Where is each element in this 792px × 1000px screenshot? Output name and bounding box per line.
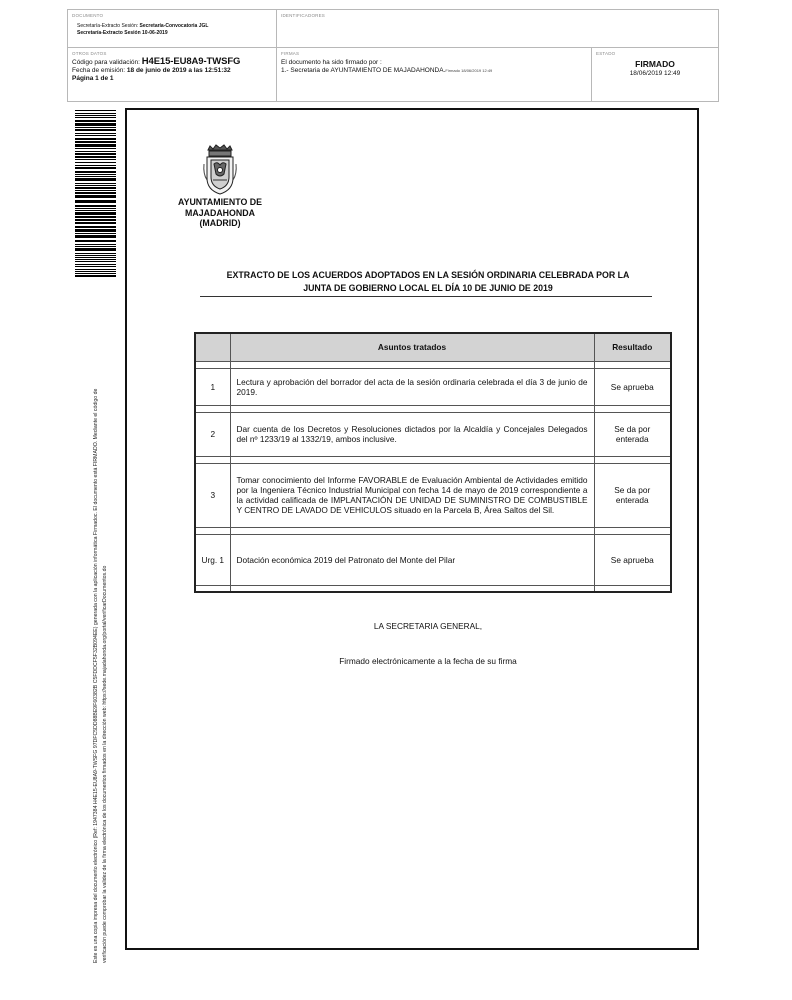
table-row xyxy=(195,463,671,527)
coat-of-arms-icon xyxy=(202,144,238,196)
agenda-table xyxy=(194,332,672,593)
table-spacer xyxy=(195,361,671,368)
row-resultado: Se da por enterada xyxy=(594,463,671,527)
estado-value: FIRMADO xyxy=(635,59,675,69)
table-row xyxy=(195,368,671,405)
title-line-2: JUNTA DE GOBIERNO LOCAL EL DÍA 10 DE JUNIO DE 2019 xyxy=(303,283,553,293)
table-spacer xyxy=(195,405,671,412)
documento-cell xyxy=(68,10,277,48)
codigo-validacion-value[interactable]: H4E15-EU8A9-TWSFG xyxy=(141,56,241,67)
title-line-1: EXTRACTO DE LOS ACUERDOS ADOPTADOS EN LA SESIÓN ORDINARIA CELEBRADA POR LA xyxy=(226,270,630,280)
otros-datos-cell xyxy=(68,48,277,101)
column-header-num xyxy=(195,333,230,361)
row-number: 2 xyxy=(195,412,230,456)
firmas-cell xyxy=(277,48,592,101)
pagina-indicator: Página 1 de 1 xyxy=(72,75,114,83)
otros-datos-label: OTROS DATOS xyxy=(72,51,107,56)
table-spacer xyxy=(195,527,671,534)
documento-line-1: Secretaría-Extracto Sesión: Secretaría-Convocatoria JGL xyxy=(77,23,209,29)
row-resultado: Se da por enterada xyxy=(594,412,671,456)
codigo-validacion: Código para validación: H4E15-EU8A9-TWSFG xyxy=(72,56,241,67)
estado-label: ESTADO xyxy=(596,51,616,56)
signatory-title: LA SECRETARIA GENERAL, xyxy=(373,621,483,631)
title-underline xyxy=(200,296,652,297)
row-number: 3 xyxy=(195,463,230,527)
row-resultado: Se aprueba xyxy=(594,534,671,585)
identificadores-label: IDENTIFICADORES xyxy=(281,13,326,18)
row-number: Urg. 1 xyxy=(195,534,230,585)
column-header-resultado: Resultado xyxy=(594,333,671,361)
document-metadata-header xyxy=(67,9,719,102)
row-asunto: Dar cuenta de los Decretos y Resoluciones dictados por la Alcaldía y Concejales Delegados del nº 1233/19 al 1332/19, ambos inclusive. xyxy=(230,412,594,456)
page-title xyxy=(200,269,656,295)
documento-label: DOCUMENTO xyxy=(72,13,104,18)
row-resultado: Se aprueba xyxy=(594,368,671,405)
row-asunto: Dotación económica 2019 del Patronato del Monte del Pilar xyxy=(230,534,594,585)
row-asunto: Lectura y aprobación del borrador del acta de la sesión ordinaria celebrada el día 3 de junio de 2019. xyxy=(230,368,594,405)
row-number: 1 xyxy=(195,368,230,405)
column-header-asuntos: Asuntos tratados xyxy=(230,333,594,361)
table-header-row xyxy=(195,333,671,361)
table-spacer xyxy=(195,456,671,463)
side-text-line-1: Este es una copia impresa del documento electrónico (Ref: 1947384 H4E15-EU8A9-TWSFG 97DFC5DD88BE9F60382B C5FDDCF5F32B094EE) generada con la aplicación informática Firmadoc. El documento está FIRMADO. Mediante el código de xyxy=(93,388,99,963)
fecha-emision: Fecha de emisión: 18 de junio de 2019 a las 12:51:32 xyxy=(72,67,231,75)
estado-cell xyxy=(592,48,718,101)
side-verification-text xyxy=(92,303,109,963)
firmas-label: FIRMAS xyxy=(281,51,300,56)
row-asunto: Tomar conocimiento del Informe FAVORABLE de Evaluación Ambiental de Actividades emitido por la Ingeniera Técnico Industrial Municipal con fecha 14 de mayo de 2019 correspondiente a la actividad calificada de IMPLANTACIÓN DE UNIDAD DE SUMINISTRO DE COMBUSTIBLE Y CENTRO DE LAVADO DE VEHICULOS situado en la Parcela B, Área Saltos del Sil. xyxy=(230,463,594,527)
side-text-line-2: verificación puede comprobar la validez de la firma electrónica de los documentos firmados en la dirección web: https://sede.majadahonda.org/portal/verificarDocumentos.do xyxy=(101,565,108,963)
barcode-image xyxy=(75,110,116,277)
estado-date: 18/06/2019 12:49 xyxy=(629,70,681,77)
ayuntamiento-name: AYUNTAMIENTO DE MAJADAHONDA (MADRID) xyxy=(178,197,262,228)
firmas-intro: El documento ha sido firmado por : xyxy=(281,59,382,66)
electronic-signature-note: Firmado electrónicamente a la fecha de su firma xyxy=(339,656,517,666)
table-spacer xyxy=(195,585,671,592)
firmante-line: 1.- Secretaria de AYUNTAMIENTO DE MAJADAHONDA.Firmado 18/06/2019 12:49 xyxy=(281,67,493,74)
identificadores-cell xyxy=(277,10,718,48)
table-row xyxy=(195,534,671,585)
table-row xyxy=(195,412,671,456)
documento-line-2: Secretaría-Extracto Sesión 10-06-2019 xyxy=(77,30,168,36)
